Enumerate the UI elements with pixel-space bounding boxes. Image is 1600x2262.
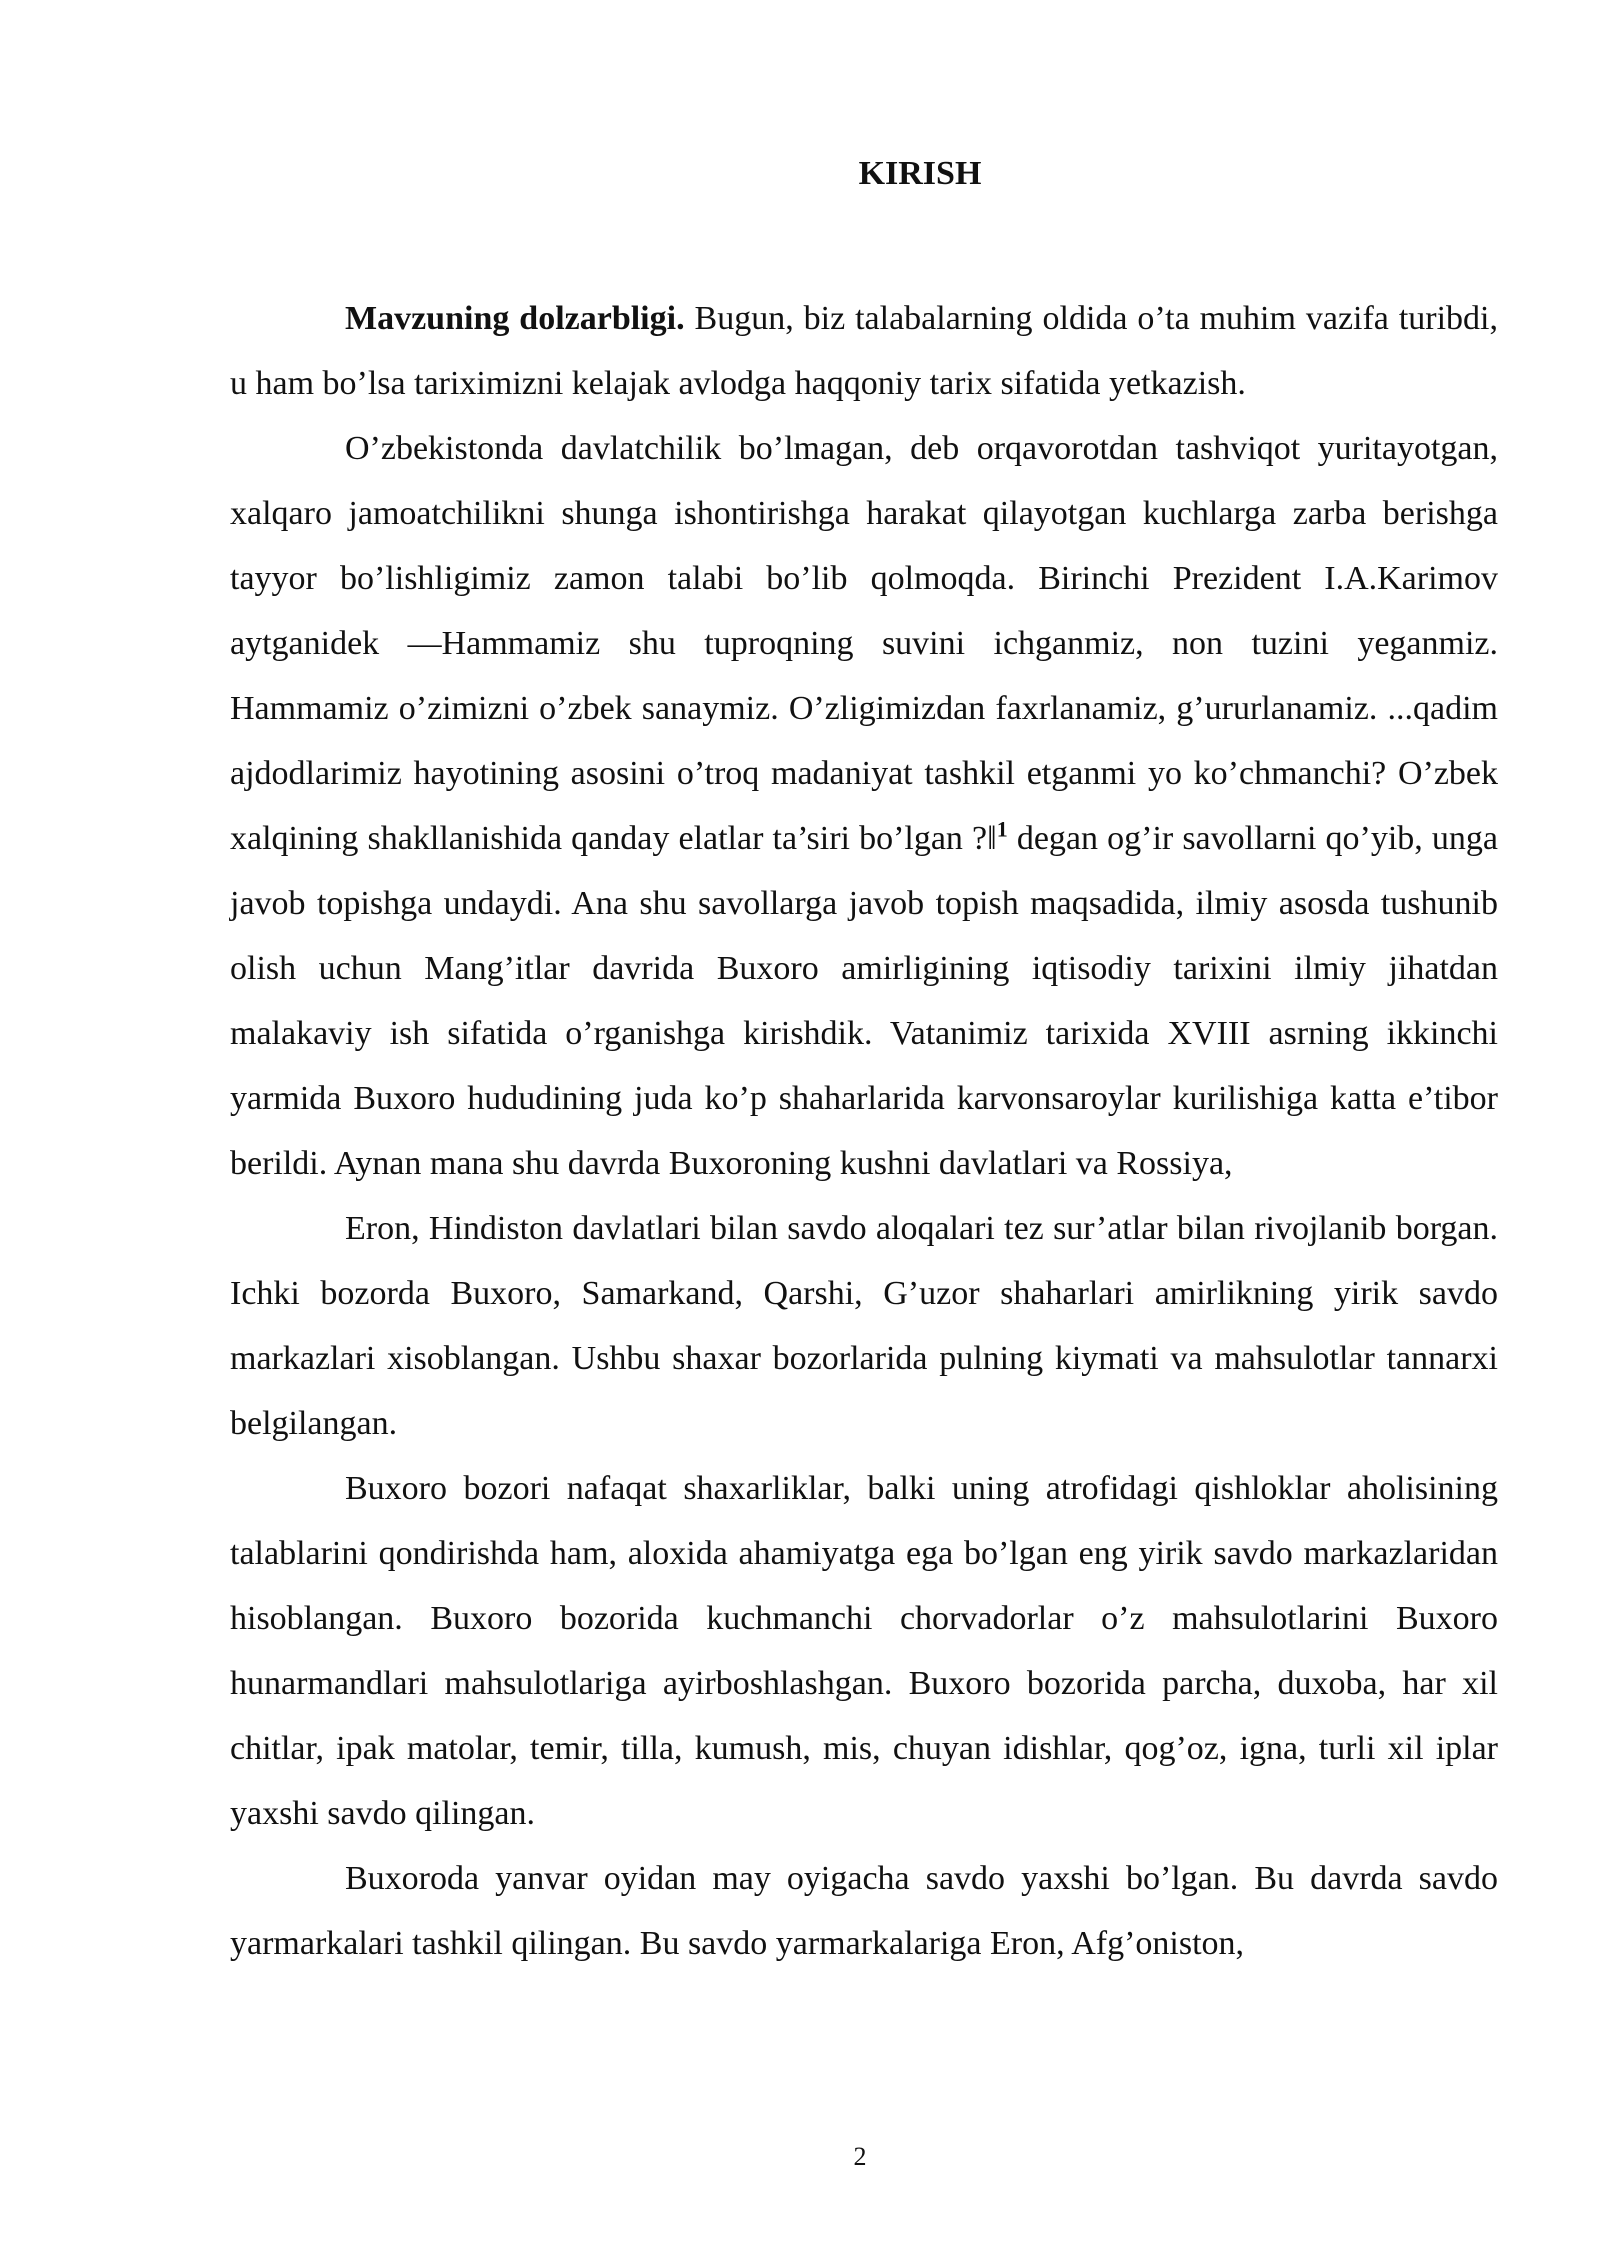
page-title: KIRISH bbox=[858, 155, 982, 192]
paragraph-trade-relations bbox=[230, 1196, 1498, 1456]
paragraph-text: O’zbekistonda davlatchilik bo’lmagan, deb orqavorotdan tashviqot yuritayotgan, xalqaro jamoatchilikni shunga ishontirishga harakat qilayotgan kuchlarga zarba berishga tayyor bo’lishligimiz zamon talabi bo’lib qolmoqda. Birinchi Prezident I.A.Karimov aytganidek ―Hammamiz shu tuproqning suvini ichganmiz, non tuzini yeganmiz. Hammamiz o’zimizni o’zbek sanaymiz. O’zligimizdan faxrlanamiz, g’ururlanamiz. ...qadim ajdodlarimiz hayotining asosini o’troq madaniyat tashkil etganmi yo ko’chmanchi? O’zbek xalqining shakllanishida qanday elatlar ta’siri bo’lgan ?‖ bbox=[230, 430, 1498, 857]
paragraph-lead-heading: Mavzuning dolzarbligi. bbox=[345, 300, 685, 337]
footnote-marker[interactable]: 1 bbox=[996, 816, 1008, 842]
page-number: 2 bbox=[853, 2142, 867, 2171]
paragraph-text: degan og’ir savollarni qo’yib, unga javob topishga undaydi. Ana shu savollarga javob topish maqsadida, ilmiy asosda tushunib olish uchun Mang’itlar davrida Buxoro amirligining iqtisodiy tarixini ilmiy jihatdan malakaviy ish sifatida o’rganishga kirishdik. Vatanimiz tarixida XVIII asrning ikkinchi yarmida Buxoro hududining juda ko’p shaharlarida karvonsaroylar kurilishiga katta e’tibor berildi. Aynan mana shu davrda Buxoroning kushni davlatlari va Rossiya, bbox=[230, 820, 1498, 1182]
paragraph-bukhara-bazaar bbox=[230, 1456, 1498, 1846]
paragraph-text: Buxoro bozori nafaqat shaxarliklar, balki uning atrofidagi qishloklar aholisining talablarini qondirishda ham, aloxida ahamiyatga ega bo’lgan eng yirik savdo markazlaridan hisoblangan. Buxoro bozorida kuchmanchi chorvadorlar o’z mahsulotlarini Buxoro hunarmandlari mahsulotlariga ayirboshlashgan. Buxoro bozorida parcha, duxoba, har xil chitlar, ipak matolar, temir, tilla, kumush, mis, chuyan idishlar, qog’oz, igna, turli xil iplar yaxshi savdo qilingan. bbox=[230, 1470, 1498, 1832]
paragraph-statehood bbox=[230, 416, 1498, 1196]
paragraph-trade-fairs bbox=[230, 1846, 1498, 1976]
paragraph-text: Buxoroda yanvar oyidan may oyigacha savdo yaxshi bo’lgan. Bu davrda savdo yarmarkalari tashkil qilingan. Bu savdo yarmarkalariga Eron, Afg’oniston, bbox=[230, 1860, 1498, 1962]
body-text bbox=[230, 286, 1498, 1976]
paragraph-text: Eron, Hindiston davlatlari bilan savdo aloqalari tez sur’atlar bilan rivojlanib borgan. Ichki bozorda Buxoro, Samarkand, Qarshi, G’uzor shaharlari amirlikning yirik savdo markazlari xisoblangan. Ushbu shaxar bozorlarida pulning kiymati va mahsulotlar tannarxi belgilangan. bbox=[230, 1210, 1498, 1442]
paragraph-relevance bbox=[230, 286, 1498, 416]
paragraph-text: Bugun, biz talabalarning oldida o’ta muhim vazifa turibdi, u ham bo’lsa tariximizni kelajak avlodga haqqoniy tarix sifatida yetkazish. bbox=[230, 300, 1498, 402]
